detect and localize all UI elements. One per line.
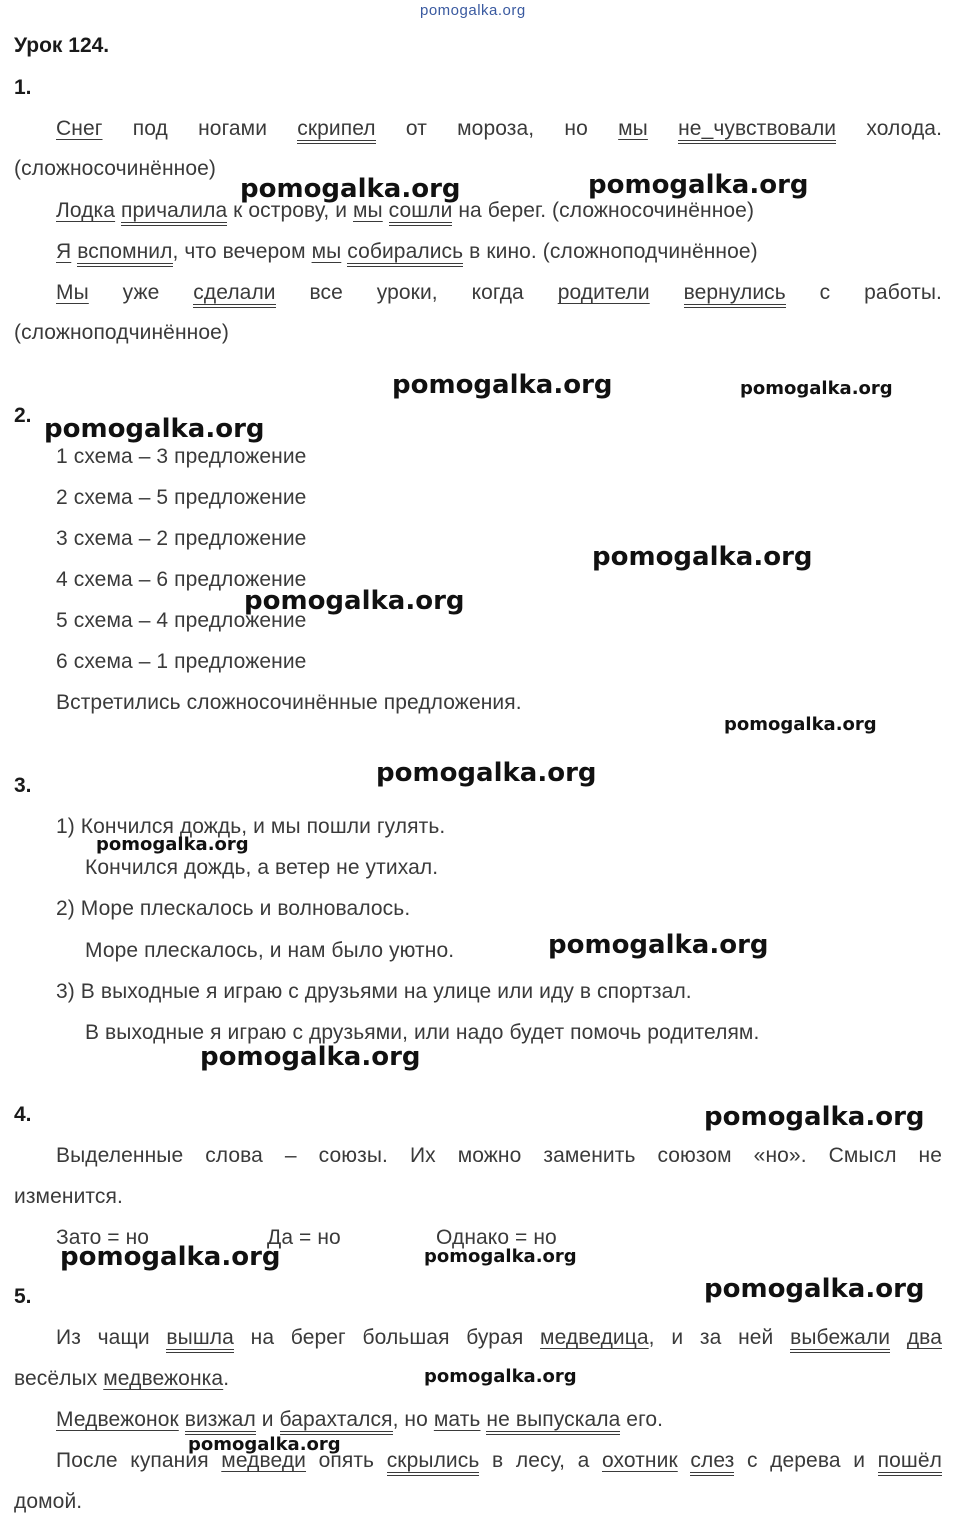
- subject: Снег: [56, 117, 103, 140]
- task-1-sentence-4-note: (сложноподчинённое): [14, 321, 229, 344]
- task-5-sentence-1-cont: весёлых медвежонка.: [14, 1367, 230, 1390]
- watermark: pomogalka.org: [244, 586, 465, 616]
- watermark: pomogalka.org: [548, 930, 769, 960]
- watermark: pomogalka.org: [96, 834, 249, 855]
- predicate: не_чувствовали: [678, 117, 836, 144]
- task-3-line: 2) Море плескалось и волновалось.: [56, 897, 411, 920]
- task-2-line: 3 схема – 2 предложение: [56, 527, 307, 550]
- watermark: pomogalka.org: [240, 174, 461, 204]
- task-1-number: 1.: [14, 76, 32, 99]
- task-2-conclusion: Встретились сложносочинённые предложения.: [56, 691, 522, 714]
- task-5-sentence-1: Из чащи вышла на берег большая бурая медведица, и за ней выбежали два: [56, 1325, 942, 1351]
- task-4-pair: Да = но: [267, 1226, 341, 1249]
- task-1-sentence-2: Лодка причалила к острову, и мы сошли на берег. (сложносочинённое): [56, 198, 754, 224]
- watermark: pomogalka.org: [392, 370, 613, 400]
- watermark: pomogalka.org: [44, 414, 265, 444]
- task-4-text-cont: изменится.: [14, 1185, 123, 1208]
- task-1-sentence-4: Мы уже сделали все уроки, когда родители вернулись с работы.: [56, 280, 942, 306]
- task-2-number: 2.: [14, 404, 32, 427]
- subject: мы: [618, 117, 648, 140]
- task-2-line: 4 схема – 6 предложение: [56, 568, 307, 591]
- task-3-line: В выходные я играю с друзьями, или надо будет помочь родителям.: [85, 1021, 760, 1044]
- task-4-pair: Зато = но: [56, 1226, 150, 1249]
- watermark: pomogalka.org: [724, 714, 877, 735]
- watermark-top: pomogalka.org: [420, 2, 526, 19]
- watermark: pomogalka.org: [424, 1366, 577, 1387]
- task-5-sentence-2: Медвежонок визжал и барахтался, но мать не выпускала его.: [56, 1407, 663, 1433]
- task-5-number: 5.: [14, 1285, 32, 1308]
- task-1-sentence-1-note: (сложносочинённое): [14, 157, 216, 180]
- task-1-sentence-1: Снег под ногами скрипел от мороза, но мы не_чувствовали холода.: [56, 116, 942, 142]
- task-5-sentence-3-cont: домой.: [14, 1490, 83, 1513]
- task-5-sentence-3: После купания медведи опять скрылись в лесу, а охотник слез с дерева и пошёл: [56, 1448, 942, 1474]
- task-3-number: 3.: [14, 774, 32, 797]
- task-3-line: Море плескалось, и нам было уютно.: [85, 939, 455, 962]
- task-1-sentence-3: Я вспомнил, что вечером мы собирались в кино. (сложноподчинённое): [56, 239, 758, 265]
- watermark: pomogalka.org: [60, 1242, 281, 1272]
- watermark: pomogalka.org: [704, 1274, 925, 1304]
- watermark: pomogalka.org: [376, 758, 597, 788]
- task-2-line: 1 схема – 3 предложение: [56, 445, 307, 468]
- task-2-line: 5 схема – 4 предложение: [56, 609, 307, 632]
- lesson-title: Урок 124.: [14, 34, 110, 57]
- watermark: pomogalka.org: [740, 378, 893, 399]
- task-3-line: 3) В выходные я играю с друзьями на улице или иду в спортзал.: [56, 980, 692, 1003]
- task-4-text: Выделенные слова – союзы. Их можно заменить союзом «но». Смысл не: [56, 1144, 942, 1167]
- watermark: pomogalka.org: [200, 1042, 421, 1072]
- task-4-number: 4.: [14, 1103, 32, 1126]
- task-3-line: Кончился дождь, а ветер не утихал.: [85, 856, 439, 879]
- watermark: pomogalka.org: [592, 542, 813, 572]
- task-3-line: 1) Кончился дождь, и мы пошли гулять.: [56, 815, 446, 838]
- watermark: pomogalka.org: [704, 1102, 925, 1132]
- task-4-pair: Однако = но: [436, 1226, 557, 1249]
- watermark: pomogalka.org: [588, 170, 809, 200]
- watermark: pomogalka.org: [188, 1434, 341, 1455]
- task-2-line: 6 схема – 1 предложение: [56, 650, 307, 673]
- task-2-line: 2 схема – 5 предложение: [56, 486, 307, 509]
- watermark: pomogalka.org: [424, 1246, 577, 1267]
- predicate: скрипел: [297, 117, 375, 144]
